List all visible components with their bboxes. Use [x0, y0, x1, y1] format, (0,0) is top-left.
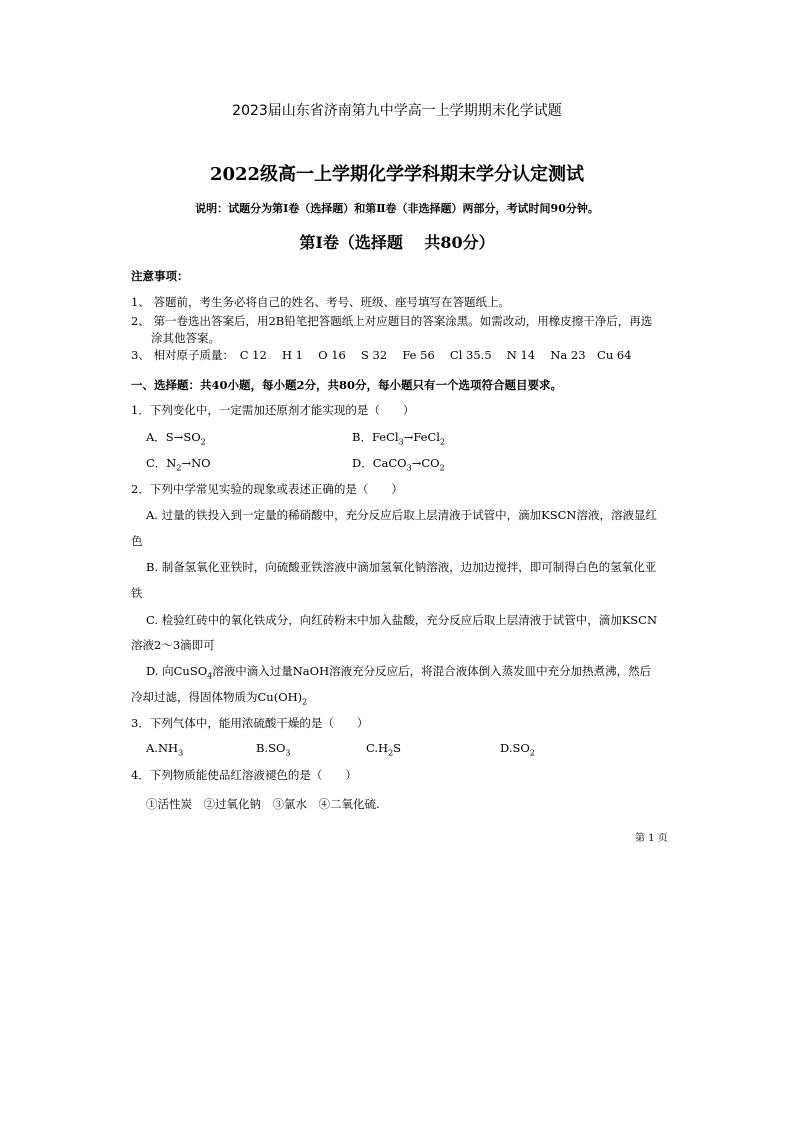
q1-option-d: D．$CaCO_3\to CO_2$: [352, 456, 445, 473]
q1-option-a: A．$S\to SO_2$: [146, 430, 206, 447]
q2-option-c-continued: 溶液2～3滴即可: [131, 638, 215, 652]
q2-option-d-continued: 冷却过滤，得固体物质为$Cu(OH)_2$: [131, 690, 308, 707]
q2-option-a-continued: 色: [131, 534, 143, 548]
note-2-continued: 涂其他答案。: [151, 331, 220, 345]
q3-option-d: $D.SO_2$: [500, 741, 535, 758]
q3-option-c: $C.H_2S$: [366, 741, 402, 758]
note-3: 3、 相对原子质量： C 12 H 1 O 16 S 32 Fe 56 Cl 35.5 N 14 Na 23 Cu 64: [131, 348, 632, 362]
page-number: 第 1 页: [635, 833, 668, 844]
q2-option-a: A. 过量的铁投入到一定量的稀硝酸中，充分反应后取上层清液于试管中，滴加KSCN溶液，溶液显红: [146, 508, 657, 522]
note-1: 1、 答题前，考生务必将自己的姓名、考号、班级、座号填写在答题纸上。: [131, 295, 510, 309]
part1-heading: 一、选择题：共40小题，每小题2分，共80分，每小题只有一个选项符合题目要求。: [131, 378, 563, 392]
q1-stem: 1．下列变化中，一定需加还原剂才能实现的是（ ）: [131, 403, 415, 417]
q1-option-c: C．$N_2\to NO$: [146, 456, 211, 473]
q2-option-c: C. 检验红砖中的氧化铁成分，向红砖粉末中加入盐酸，充分反应后取上层清液于试管中，滴加KSCN: [146, 613, 658, 627]
exam-instructions: 说明：试题分为第Ⅰ卷（选择题）和第Ⅱ卷（非选择题）两部分，考试时间90分钟。: [195, 202, 599, 215]
document-title: 2023届山东省济南第九中学高一上学期期末化学试题: [232, 103, 562, 119]
q3-stem: 3．下列气体中，能用浓硫酸干燥的是（ ）: [131, 716, 369, 730]
exam-title: 2022级高一上学期化学学科期末学分认定测试: [209, 164, 585, 185]
q3-option-b: $B.SO_3$: [256, 741, 291, 758]
q4-stem: 4．下列物质能使品红溶液褪色的是（ ）: [131, 768, 357, 782]
q3-option-a: $A.NH_3$: [146, 741, 184, 758]
section-title: 第Ⅰ卷（选择题 共80分）: [299, 233, 495, 252]
q2-option-b: B. 制备氢氧化亚铁时，向硫酸亚铁溶液中滴加氢氧化钠溶液，边加边搅拌，即可制得白色的氢氧化亚: [146, 560, 657, 574]
q2-stem: 2．下列中学常见实验的现象或表述正确的是（ ）: [131, 482, 403, 496]
q4-options: ①活性炭 ②过氧化钠 ③氯水 ④二氧化硫.: [146, 797, 380, 811]
q2-option-d: D. 向CuSO$_4$溶液中滴入过量NaOH溶液充分反应后，将混合液体倒入蒸发皿中充分加热煮沸，然后: [146, 664, 652, 681]
note-2: 2、 第一卷选出答案后，用2B铅笔把答题纸上对应题目的答案涂黑。如需改动，用橡皮擦干净后，再选: [131, 314, 653, 328]
q1-option-b: B．FeCl$_3$→FeCl$_2$: [352, 430, 446, 447]
notes-title: 注意事项：: [131, 269, 189, 283]
q2-option-b-continued: 铁: [131, 586, 143, 600]
